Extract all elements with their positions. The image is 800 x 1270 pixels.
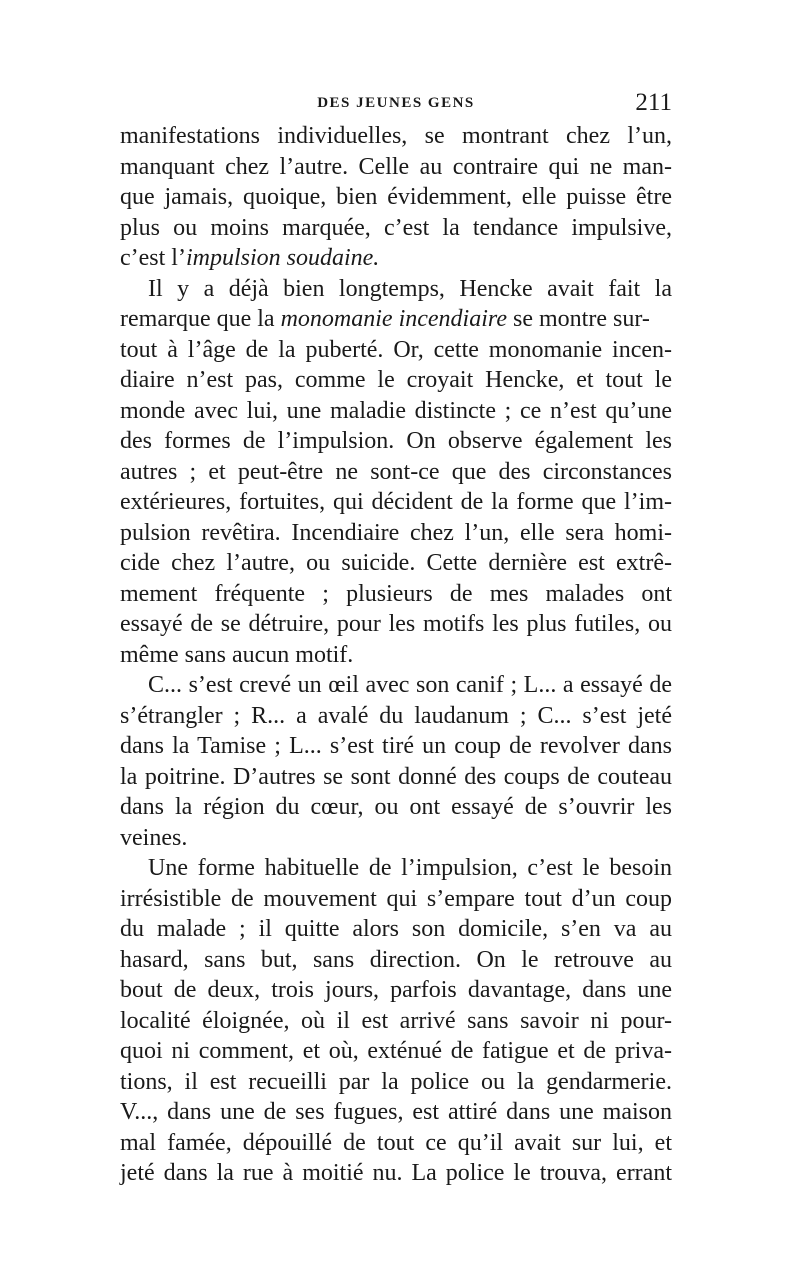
text-line: manquant chez l’autre. Celle au contraire qui ne man-	[120, 153, 672, 180]
text-line: cide chez l’autre, ou suicide. Cette dernière est extrê-	[120, 550, 672, 576]
text-line: diaire n’est pas, comme le croyait Hencke, et tout le	[120, 367, 672, 393]
text-line: la poitrine. D’autres se sont donné des coups de couteau	[120, 763, 672, 790]
text-line: s’étrangler ; R... a avalé du laudanum ; C... s’est jeté	[120, 702, 672, 729]
text-line: manifestations individuelles, se montrant chez l’un,	[120, 123, 672, 149]
text-run: remarque que la	[120, 306, 281, 332]
text-line: tout à l’âge de la puberté. Or, cette monomanie incen-	[120, 336, 672, 363]
paragraph-first-line: Une forme habituelle de l’impulsion, c’est le besoin	[148, 855, 672, 881]
text-line: que jamais, quoique, bien évidemment, elle puisse être	[120, 184, 672, 210]
text-line: essayé de se détruire, pour les motifs les plus futiles, ou	[120, 611, 672, 637]
text-line: localité éloignée, où il est arrivé sans savoir ni pour-	[120, 1007, 672, 1034]
text-run: se montre sur-	[507, 306, 650, 332]
text-line: dans la région du cœur, ou ont essayé de s’ouvrir les	[120, 794, 672, 820]
text-line: irrésistible de mouvement qui s’empare tout d’un coup	[120, 885, 672, 912]
text-line: V..., dans une de ses fugues, est attiré dans une maison	[120, 1099, 672, 1125]
text-line	[120, 304, 672, 335]
text-line	[120, 243, 672, 274]
text-line: quoi ni comment, et où, exténué de fatigue et de priva-	[120, 1038, 672, 1064]
text-line: du malade ; il quitte alors son domicile, s’en va au	[120, 916, 672, 942]
text-line: des formes de l’impulsion. On observe également les	[120, 428, 672, 454]
text-line: bout de deux, trois jours, parfois davantage, dans une	[120, 977, 672, 1003]
page-header	[120, 88, 672, 118]
text-line: même sans aucun motif.	[120, 641, 354, 668]
text-line: monde avec lui, une maladie distincte ; ce n’est qu’une	[120, 397, 672, 424]
paragraph-first-line: C... s’est crevé un œil avec son canif ; L... a essayé de	[148, 672, 672, 698]
text-line: pulsion revêtira. Incendiaire chez l’un, elle sera homi-	[120, 519, 672, 546]
paragraph-first-line: Il y a déjà bien longtemps, Hencke avait fait la	[148, 275, 672, 302]
text-line: dans la Tamise ; L... s’est tiré un coup de revolver dans	[120, 733, 672, 759]
text-line: veines.	[120, 824, 188, 851]
text-line: hasard, sans but, sans direction. On le retrouve au	[120, 946, 672, 973]
running-title: DES JEUNES GENS	[317, 95, 475, 111]
text-run: c’est l’	[120, 245, 186, 271]
text-line: mement fréquente ; plusieurs de mes malades ont	[120, 580, 672, 607]
body-text	[120, 121, 672, 1189]
text-line: plus ou moins marquée, c’est la tendance impulsive,	[120, 214, 672, 241]
text-line: extérieures, fortuites, qui décident de la forme que l’im-	[120, 489, 672, 515]
text-line: autres ; et peut-être ne sont-ce que des circonstances	[120, 458, 672, 485]
text-line: tions, il est recueilli par la police ou la gendarmerie.	[120, 1068, 672, 1095]
text-line: mal famée, dépouillé de tout ce qu’il avait sur lui, et	[120, 1129, 672, 1156]
italic-term: monomanie incendiaire	[280, 306, 507, 332]
page-number: 211	[635, 89, 672, 116]
italic-term: impulsion soudaine.	[185, 245, 380, 271]
text-line: jeté dans la rue à moitié nu. La police le trouva, errant	[120, 1160, 672, 1186]
